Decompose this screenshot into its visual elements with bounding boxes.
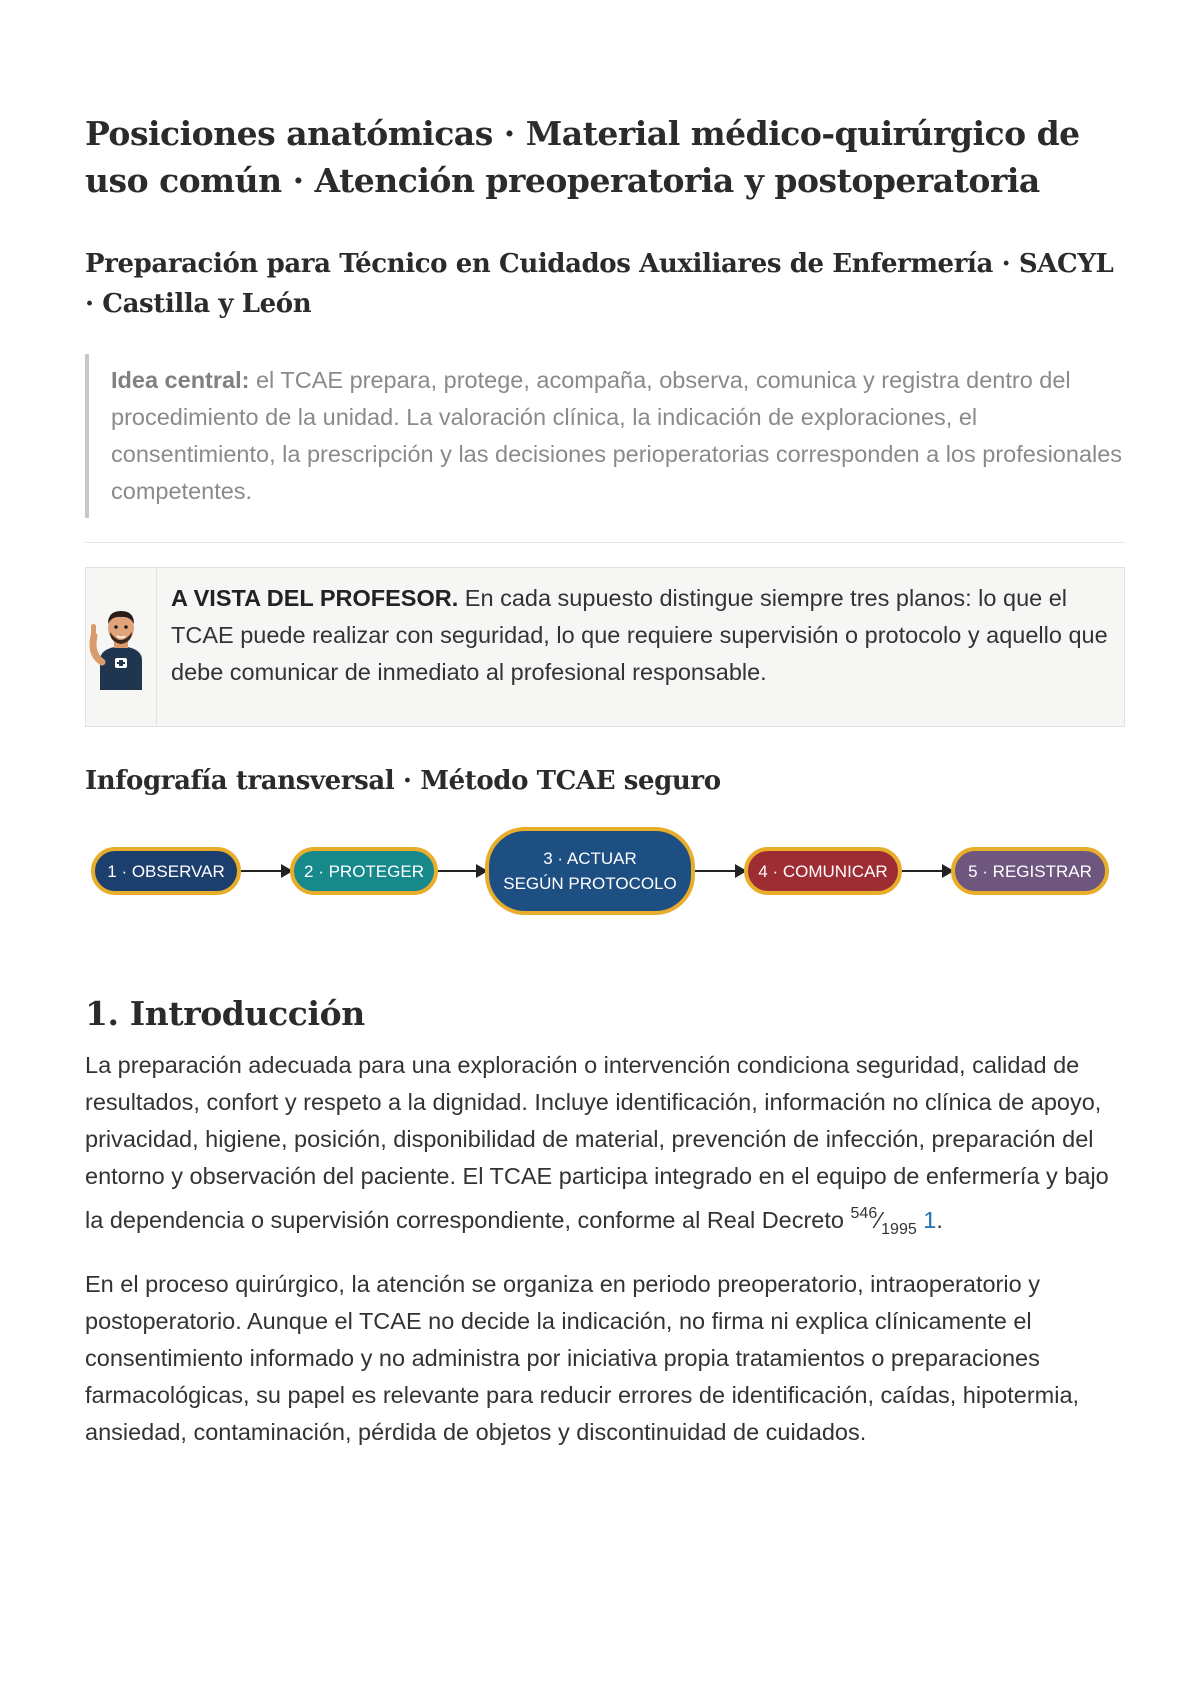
document-page <box>85 110 1125 1469</box>
page-title: Posiciones anatómicas · Material médico-quirúrgico de uso común · Atención preoperatoria y postoperatoria <box>85 114 1080 200</box>
fraction-denominator: 1995 <box>881 1221 917 1238</box>
flow-step-registrar <box>951 847 1109 895</box>
flow-arrow <box>438 870 486 872</box>
flow-arrow <box>902 870 952 872</box>
method-flow <box>85 823 1125 933</box>
decree-fraction <box>850 1205 917 1238</box>
divider <box>85 542 1125 543</box>
fraction-numerator: 546 <box>850 1205 878 1222</box>
flow-arrow <box>695 870 745 872</box>
professor-label: A VISTA DEL PROFESOR. <box>171 585 459 611</box>
central-idea-label: Idea central: <box>111 367 250 393</box>
flow-step-observar <box>91 847 241 895</box>
flow-arrow <box>241 870 291 872</box>
page-subtitle: Preparación para Técnico en Cuidados Auxiliares de Enfermería · SACYL · Castilla y León <box>85 249 1114 319</box>
intro-paragraph-1-text: La preparación adecuada para una exploración o intervención condiciona seguridad, calidad de resultados, confort y respeto a la dignidad. Incluye identificación, información no clínica de apoyo, privacidad, higiene, posición, disponibilidad de material, prevención de infección, preparación del entorno y observación del paciente. El TCAE participa integrado en el equipo de enfermería y bajo la dependencia o supervisión correspondiente, conforme al Real Decreto <box>85 1052 1109 1233</box>
central-idea-text: el TCAE prepara, protege, acompaña, observa, comunica y registra dentro del procedimiento de la unidad. La valoración clínica, la indicación de exploraciones, el consentimiento, la prescripción y las decisiones perioperatorias corresponden a los profesionales competentes. <box>111 367 1123 504</box>
professor-body: En cada supuesto distingue siempre tres planos: lo que el TCAE puede realizar con seguridad, lo que requiere supervisión o protocolo y aquello que debe comunicar de inmediato al profesional responsable. <box>171 585 1108 685</box>
intro-paragraph-1 <box>85 1047 1125 1248</box>
flow-step-label: 3 · ACTUAR <box>543 849 637 868</box>
fraction-slash: ⁄ <box>877 1207 882 1233</box>
flow-step-comunicar <box>744 847 902 895</box>
flow-step-label-2: SEGÚN PROTOCOLO <box>503 874 677 893</box>
central-idea-quote <box>85 354 1125 518</box>
intro-paragraph-1-end: . <box>936 1207 943 1233</box>
reference-link[interactable]: 1 <box>923 1207 937 1233</box>
flow-step-label: 1 · OBSERVAR <box>107 861 225 881</box>
flow-step-actuar <box>485 827 695 915</box>
flow-step-label: 5 · REGISTRAR <box>968 861 1092 881</box>
infographic-title: Infografía transversal · Método TCAE seguro <box>85 766 721 796</box>
professor-callout-text <box>157 568 1124 726</box>
flow-step-label: 2 · PROTEGER <box>304 861 424 881</box>
intro-paragraph-2: En el proceso quirúrgico, la atención se organiza en periodo preoperatorio, intraoperatorio y postoperatorio. Aunque el TCAE no decide la indicación, no firma ni explica clínicamente el consentimiento informado y no administra por iniciativa propia tratamientos o preparaciones farmacológicas, su papel es relevante para reducir errores de identificación, caídas, hipotermia, ansiedad, contaminación, pérdida de objetos y discontinuidad de cuidados. <box>85 1271 1080 1445</box>
flow-step-proteger <box>290 847 438 895</box>
flow-step-label: 4 · COMUNICAR <box>758 861 888 881</box>
section-heading-introduccion: 1. Introducción <box>85 994 365 1033</box>
professor-avatar <box>86 568 157 726</box>
professor-callout <box>85 567 1125 727</box>
professor-illustration <box>86 602 156 692</box>
